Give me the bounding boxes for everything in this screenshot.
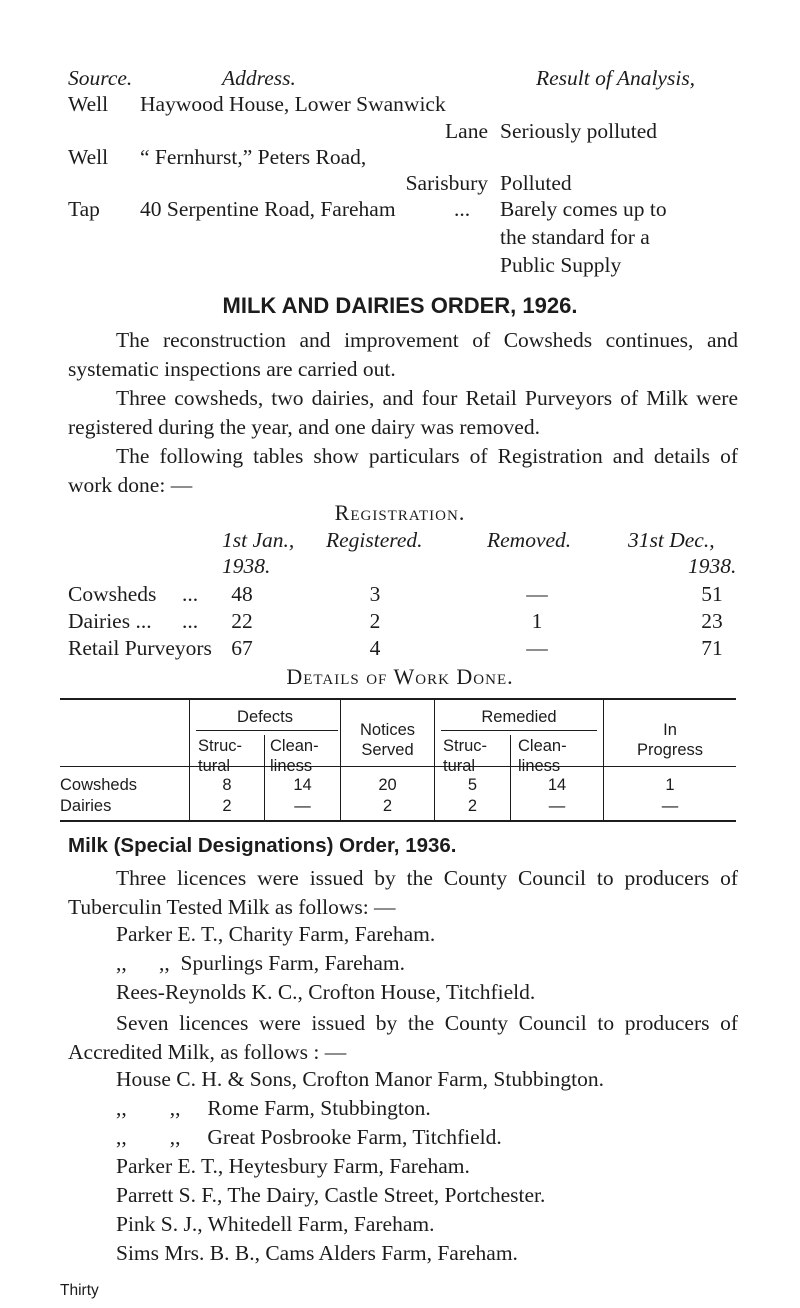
row-label: Cowsheds: [68, 582, 157, 606]
result-line: Public Supply: [500, 253, 622, 277]
result-text: Polluted: [500, 171, 572, 195]
dec-value: 23: [701, 609, 723, 633]
source-type: Tap: [68, 197, 100, 221]
rem-structural-header: Struc- tural: [443, 737, 488, 775]
def-cleanliness-header: Clean- liness: [270, 737, 319, 775]
list-item: Parker E. T., Heytesbury Farm, Fareham.: [116, 1154, 470, 1178]
dec-value: 71: [701, 636, 723, 660]
reconstruction-paragraph: The reconstruction and improvement of Cowsheds continues, and systematic inspections are carried out.: [68, 328, 738, 381]
source-type: Well: [68, 145, 109, 169]
list-item: Parker E. T., Charity Farm, Fareham.: [116, 922, 436, 946]
result-text: [500, 197, 738, 278]
table-top-rule: [60, 698, 736, 700]
result-line: Barely comes up to: [500, 197, 667, 221]
dec-value: 51: [701, 582, 723, 606]
accredited-licences-paragraph: Seven licences were issued by the County Council to producers of Accredited Milk, as follows : —: [68, 1011, 738, 1064]
notices-value: 2: [382, 797, 393, 815]
col-header-jan: 1st Jan.,: [222, 528, 295, 552]
address-header: Address.: [222, 66, 296, 90]
def-struct-value: 8: [222, 776, 232, 794]
jan-value: 67: [231, 636, 253, 660]
work-done-title: Details of Work Done.: [286, 664, 514, 689]
removed-value: 1: [531, 609, 543, 633]
registered-value: 4: [369, 636, 381, 660]
table-bottom-rule: [60, 820, 736, 822]
list-item: ,, ,, Great Posbrooke Farm, Titchfield.: [116, 1125, 502, 1149]
notices-header: Notices Served: [359, 721, 416, 759]
tt-licences-paragraph: Three licences were issued by the County Council to producers of Tuberculin Tested Milk as follows: —: [68, 866, 738, 919]
special-designations-heading: Milk (Special Designations) Order, 1936.: [68, 834, 457, 857]
col-header-removed: Removed.: [487, 528, 572, 552]
defects-subrule: [196, 730, 338, 731]
milk-dairies-heading: MILK AND DAIRIES ORDER, 1926.: [222, 293, 578, 318]
registered-value: 2: [369, 609, 381, 633]
progress-value: 1: [665, 776, 675, 794]
remedied-subrule: [441, 730, 597, 731]
rem-clean-value: —: [548, 797, 566, 815]
col-header-registered: Registered.: [326, 528, 423, 552]
leader-dots: ...: [182, 582, 199, 606]
def-structural-header: Struc- tural: [198, 737, 243, 775]
header-rule: [60, 766, 736, 767]
tables-intro-paragraph: The following tables show particulars of Registration and details of work done: —: [68, 444, 738, 497]
list-item: Parrett S. F., The Dairy, Castle Street, Portchester.: [116, 1183, 546, 1207]
leader-dots: ...: [182, 609, 199, 633]
address-line: Haywood House, Lower Swanwick: [140, 92, 446, 116]
col-header-dec-year: 1938.: [688, 554, 737, 578]
list-item: Pink S. J., Whitedell Farm, Fareham.: [116, 1212, 435, 1236]
col-header-jan-year: 1938.: [222, 554, 271, 578]
jan-value: 48: [231, 582, 253, 606]
result-text: Seriously polluted: [500, 119, 658, 143]
row-label: Dairies: [60, 797, 112, 815]
removed-value: —: [526, 582, 548, 606]
address-line: “ Fernhurst,” Peters Road,: [140, 145, 367, 169]
removed-value: —: [526, 636, 548, 660]
rem-clean-value: 14: [547, 776, 567, 794]
leader-dots: ...: [454, 197, 471, 221]
list-item: House C. H. & Sons, Crofton Manor Farm, Stubbington.: [116, 1067, 604, 1091]
list-item: Sims Mrs. B. B., Cams Alders Farm, Fareham.: [116, 1241, 518, 1265]
list-item: ,, ,, Spurlings Farm, Fareham.: [116, 951, 406, 975]
notices-value: 20: [378, 776, 397, 794]
registered-paragraph: Three cowsheds, two dairies, and four Retail Purveyors of Milk were registered during the year, and one dairy was removed.: [68, 386, 738, 439]
result-header: Result of Analysis,: [536, 66, 696, 90]
registration-title: Registration.: [334, 500, 466, 525]
result-line: the standard for a: [500, 225, 650, 249]
row-label: Cowsheds: [60, 776, 138, 794]
def-clean-value: —: [294, 797, 311, 815]
rem-struct-value: 5: [467, 776, 478, 794]
rem-struct-value: 2: [467, 797, 478, 815]
list-item: Rees-Reynolds K. C., Crofton House, Titchfield.: [116, 980, 536, 1004]
address-line: 40 Serpentine Road, Fareham: [140, 197, 396, 221]
jan-value: 22: [231, 609, 253, 633]
remedied-header: Remedied: [481, 708, 557, 726]
defects-header: Defects: [237, 708, 293, 726]
col-header-dec: 31st Dec.,: [628, 528, 715, 552]
def-clean-value: 14: [293, 776, 312, 794]
source-header: Source.: [68, 66, 133, 90]
in-progress-header: In Progress: [636, 721, 704, 759]
registered-value: 3: [369, 582, 381, 606]
def-struct-value: 2: [222, 797, 232, 815]
row-label: Dairies ...: [68, 609, 152, 633]
source-type: Well: [68, 92, 109, 116]
progress-value: —: [661, 797, 679, 815]
rem-cleanliness-header: Clean- liness: [518, 737, 567, 775]
row-label: Retail Purveyors: [68, 636, 212, 660]
page-label: Thirty: [60, 1282, 99, 1299]
list-item: ,, ,, Rome Farm, Stubbington.: [116, 1096, 431, 1120]
